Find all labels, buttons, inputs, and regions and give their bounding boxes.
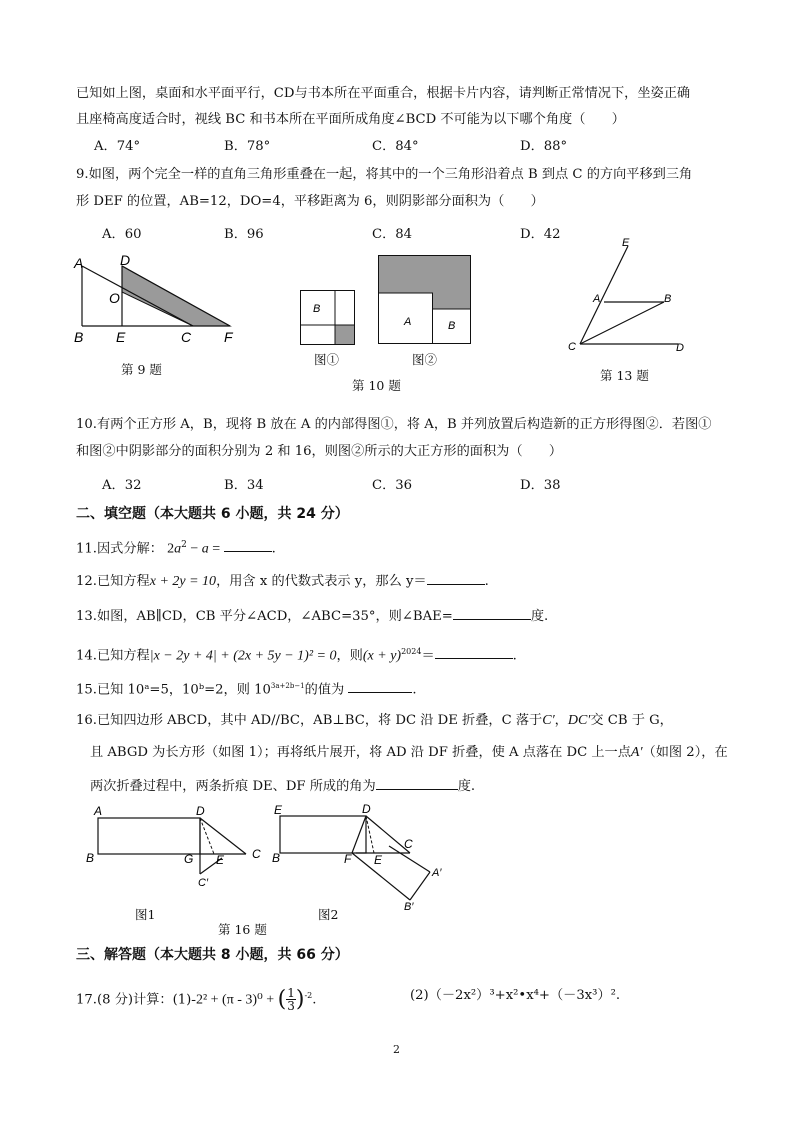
q12-answer-blank[interactable] [427, 570, 485, 585]
q15 [76, 676, 417, 700]
q10-figure-2 [378, 255, 472, 345]
q12-suffix: . [484, 574, 489, 589]
q15-text: 15.已知 10ᵃ=5，10ᵇ=2，则 10 [76, 682, 271, 698]
q9-option-d: D．42 [520, 227, 561, 242]
q16-line1-sep: ， [554, 713, 568, 728]
q16-line2-end: （如图 2），在 [642, 745, 728, 760]
q16-line1-end: 交 CB 于 G， [590, 713, 673, 728]
q10-figure-1 [300, 290, 356, 346]
q11: 11.因式分解： $2a^2 - a$ = . [76, 535, 276, 559]
q14-suffix: . [512, 648, 517, 664]
q14-expr: |x − 2y + 4| + (2x + 5y − 1)² = 0 [149, 648, 337, 664]
q11-expr-var: a [174, 541, 182, 557]
q10-fig1-caption: 图① [314, 352, 340, 367]
q9-option-c: C．84 [372, 227, 413, 242]
q14-expr2: (x + y) [362, 648, 402, 664]
q8-line1: 已知如上图，桌面和水平面平行，CD与书本所在平面重合，根据卡片内容，请判断正常情况下，坐姿正确 [76, 86, 691, 101]
q16f1-label-g: G [184, 852, 194, 866]
q13-text: 13.如图，AB∥CD，CB 平分∠ACD，∠ABC=35°，则∠BAE= [76, 609, 453, 624]
q16-line2 [90, 743, 728, 763]
q14 [76, 642, 517, 666]
q17-expr: -2² + (π - 3)⁰ + [191, 992, 278, 1008]
q10-fig2-caption: 图② [412, 352, 438, 367]
q14-eq: ＝ [421, 648, 435, 664]
q11-expr-var2: a [201, 541, 209, 557]
q10-option-c: C．36 [372, 478, 413, 493]
q10-fig2-label-b: B [448, 320, 456, 332]
q15-middle: 的值为 [304, 682, 345, 698]
q16f1-label-d: D [196, 804, 205, 818]
q9-label-a: A [74, 255, 84, 271]
section-3-title: 三、解答题（本大题共 8 小题，共 66 分） [76, 947, 349, 963]
q10-fig2-label-a: A [404, 316, 412, 328]
q14-exponent: 2024 [401, 647, 422, 656]
q16-answer-blank[interactable] [376, 775, 458, 790]
q12-expr: x + 2y = 10 [149, 574, 217, 589]
q16-fig2-caption: 图2 [318, 907, 339, 922]
q16f1-label-a: A [94, 804, 103, 818]
q14-prefix: 14.已知方程 [76, 648, 150, 664]
q15-answer-blank[interactable] [348, 678, 412, 693]
q13-label-c: C [568, 341, 576, 353]
q17-prefix: 17.(8 分)计算：(1) [76, 992, 192, 1008]
q16-line3 [90, 775, 475, 797]
q9-label-f: F [224, 329, 233, 345]
q10-option-d: D．38 [520, 478, 561, 493]
q17-fraction: $\frac{1}{3}$ [287, 986, 295, 1014]
q13-label-b: B [664, 293, 672, 305]
q8-option-a: A．74° [94, 139, 141, 154]
q8-option-c: C．84° [372, 139, 419, 154]
q14-middle: ，则 [336, 648, 363, 664]
q12 [76, 570, 489, 592]
q16-dc-prime: DC′ [567, 713, 591, 728]
q13-figure [560, 236, 690, 356]
q17-part2: (2)（－2x²）³+x²•x⁴+（－3x³）². [410, 988, 621, 1003]
q10-line1: 10.有两个正方形 A，B，现将 B 放在 A 的内部得图①，将 A，B 并列放置后构造新的正方形得图②．若图① [76, 417, 712, 432]
q12-middle: ，用含 x 的代数式表示 y，那么 y＝ [216, 574, 427, 589]
q10-option-b: B．34 [224, 478, 264, 493]
q8-option-d: D．88° [520, 139, 568, 154]
q12-prefix: 12.已知方程 [76, 574, 150, 589]
q13-label-e: E [622, 237, 630, 249]
q9-caption: 第 9 题 [121, 362, 162, 377]
q9-label-c: C [181, 329, 192, 345]
q13 [76, 605, 548, 627]
q16f2-label-e-top: E [274, 803, 283, 817]
q11-expr-minus: − [186, 541, 202, 557]
q17-part1-end: . [312, 992, 317, 1008]
page-number: 2 [393, 1043, 400, 1056]
q16-figure-1 [84, 800, 274, 890]
q10-fig1-label-b: B [313, 303, 321, 315]
q11-expr-eq: = [208, 541, 224, 557]
q16f1-label-c-prime: C′ [198, 877, 209, 889]
q16f1-label-e: E [216, 853, 225, 867]
q14-answer-blank[interactable] [435, 644, 513, 659]
q16f2-label-f: F [344, 852, 352, 866]
q10-caption: 第 10 题 [352, 378, 401, 393]
q17-exponent: -2 [304, 991, 313, 1000]
q8-line2: 且座椅高度适合时，视线 BC 和书本所在平面所成角度∠BCD 不可能为以下哪个角度（ ） [76, 112, 625, 127]
q9-label-o: O [109, 290, 120, 306]
q16f1-label-b: B [86, 851, 95, 865]
q10-option-a: A．32 [102, 478, 142, 493]
q16-line3-text: 两次折叠过程中，两条折痕 DE、DF 所成的角为 [90, 779, 376, 794]
q16f2-label-b-prime: B′ [404, 901, 414, 913]
q9-label-b: B [74, 329, 84, 345]
q11-expr-coef: 2 [167, 541, 175, 557]
q9-label-e: E [116, 329, 126, 345]
q16-line1 [76, 711, 673, 731]
q16-caption: 第 16 题 [218, 922, 267, 937]
q15-exponent: 3a+2b−1 [270, 682, 305, 690]
q16f2-label-d: D [362, 802, 371, 816]
q16f2-label-c: C [404, 837, 413, 851]
q9-option-b: B．96 [224, 227, 264, 242]
q13-answer-blank[interactable] [453, 605, 531, 620]
q16-fig1-caption: 图1 [135, 907, 156, 922]
q13-caption: 第 13 题 [600, 368, 649, 383]
q9-label-d: D [120, 252, 131, 268]
q15-suffix: . [412, 682, 417, 698]
q8-option-b: B．78° [224, 139, 271, 154]
q16-figure-2 [270, 800, 460, 912]
q16-line3-end: 度. [457, 779, 476, 794]
q13-label-a: A [593, 293, 601, 305]
q11-prefix: 11.因式分解： [76, 541, 163, 557]
q11-answer-blank[interactable] [224, 537, 272, 552]
q16f2-label-a-prime: A′ [432, 867, 442, 879]
q16-line2-text: 且 ABGD 为长方形（如图 1）；再将纸片展开，将 AD 沿 DF 折叠，使 A 点落在 DC 上一点 [90, 745, 631, 760]
q16-line1-text: 16.已知四边形 ABCD，其中 AD//BC，AB⊥BC，将 DC 沿 DE 折叠，C 落于 [76, 713, 543, 728]
q9-line2: 形 DEF 的位置，AB=12，DO=4，平移距离为 6，则阴影部分面积为（ ） [76, 194, 544, 209]
q9-option-a: A．60 [102, 227, 142, 242]
q9-line1: 9.如图，两个完全一样的直角三角形重叠在一起，将其中的一个三角形沿着点 B 到点 C 的方向平移到三角 [76, 167, 693, 182]
q16-c-prime: C′ [542, 713, 555, 728]
q11-suffix: . [271, 541, 276, 557]
q13-suffix: 度. [530, 609, 549, 624]
section-2-title: 二、填空题（本大题共 6 小题，共 24 分） [76, 506, 349, 522]
q10-line2: 和图②中阴影部分的面积分别为 2 和 16，则图②所示的大正方形的面积为（ ） [76, 444, 563, 459]
q16f1-label-c: C [252, 847, 261, 861]
q16f2-label-e: E [374, 853, 383, 867]
q13-label-d: D [676, 342, 684, 354]
q16-a-prime: A′ [630, 745, 643, 760]
q9-figure [70, 252, 250, 348]
q16f2-label-b: B [272, 851, 281, 865]
q17-part1: 17.(8 分)计算：(1)-2² + (π - 3)⁰ + ( $\frac{1}{3}$ )$^{-2}$. [76, 986, 317, 1014]
